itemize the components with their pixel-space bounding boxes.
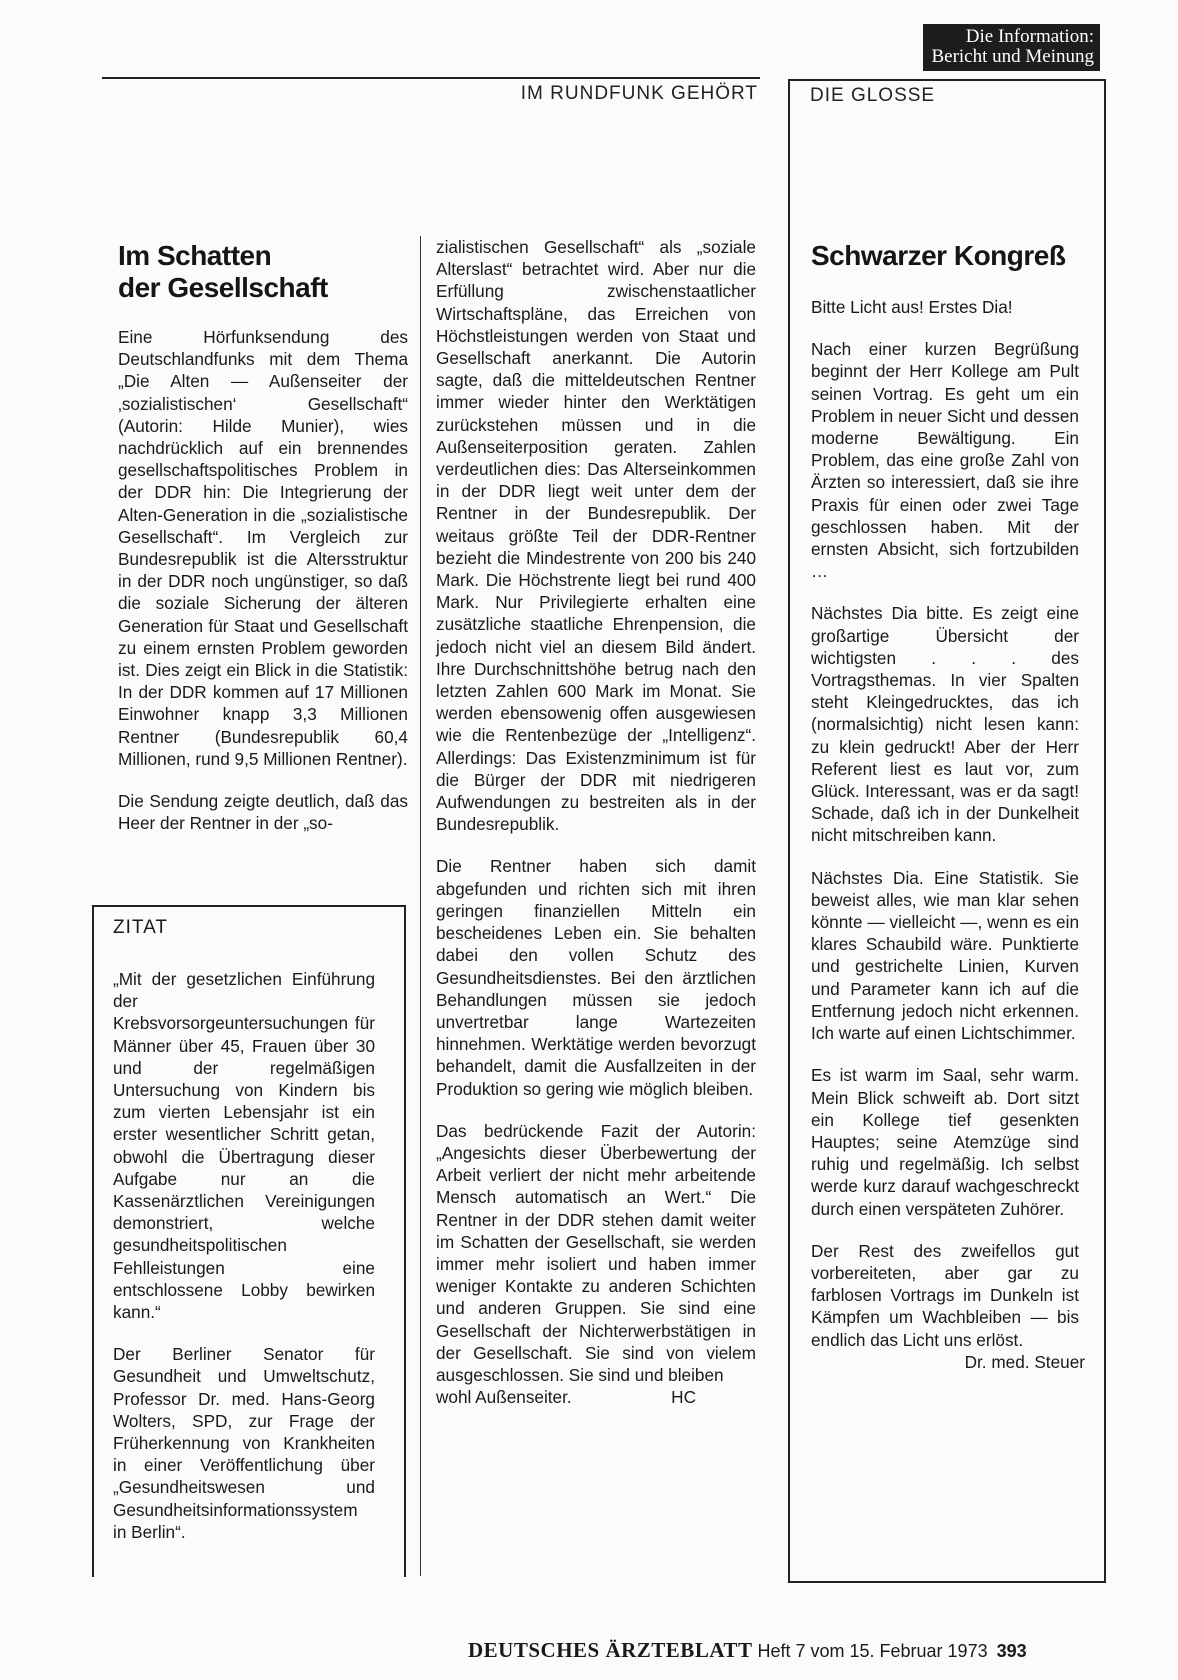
glosse-title: Schwarzer Kongreß bbox=[811, 240, 1066, 271]
glosse-paragraph: Nächstes Dia. Eine Statistik. Sie beweist alles, wie man klar sehen könnte — vielleicht —, wenn es ein klares Schaubild wäre. Punktierte und gestrichelte Linien, Kurven und Parameter kann ich auf die Entfernung jedoch nicht erkennen. Ich warte auf einen Lichtschimmer. bbox=[811, 867, 1079, 1044]
rubric-radio: IM RUNDFUNK GEHÖRT bbox=[520, 83, 758, 104]
zitat-text bbox=[113, 968, 375, 1563]
article-title bbox=[118, 240, 418, 304]
section-tag-line1: Die Information: bbox=[965, 26, 1094, 47]
zitat-label: ZITAT bbox=[113, 917, 168, 938]
glosse-author: Dr. med. Steuer bbox=[964, 1351, 1085, 1372]
zitat-quote: „Mit der gesetzlichen Einführung der Krebsvorsorgeuntersuchungen für Männer über 45, Frauen über 30 und der regelmäßigen Untersuchung von Kindern bis zum vierten Lebensjahr ist ein erster wesentlicher Schritt getan, obwohl die Übertragung dieser Aufgabe nur an die Kassenärztlichen Vereinigungen demonstriert, welche gesundheitspolitischen Fehlleistungen eine entschlossene Lobby bewirken kann.“ bbox=[113, 969, 375, 1323]
column-divider bbox=[420, 236, 421, 1576]
glosse-paragraph: Der Rest des zweifellos gut vorbereiteten, aber gar zu farblosen Vortrags im Dunkeln ist Kämpfen um Wachbleiben — bis endlich das Licht uns erlöst. bbox=[811, 1240, 1079, 1350]
article-title-line2: der Gesellschaft bbox=[118, 272, 328, 303]
issue-info: Heft 7 vom 15. Februar 1973 bbox=[757, 1641, 988, 1661]
page-number: 393 bbox=[996, 1641, 1027, 1661]
glosse-paragraph: Nach einer kurzen Begrüßung beginnt der Herr Kollege am Pult seinen Vortrag. Es geht um ein Problem in neuer Sicht und dessen moderne Bewältigung. Ein Problem, das eine große Zahl von Ärzten so interessiert, daß sie ihre Praxis für einen oder zwei Tage geschlossen haben. Mit der ernsten Absicht, sich fortzubilden … bbox=[811, 339, 1079, 582]
article-paragraph: zialistischen Gesellschaft“ als „soziale Alterslast“ betrachtet wird. Aber nur die Erfüllung zwischenstaatlicher Wirtschaftspläne, das Erreichen von Höchstleistungen werden von Staat und Gesellschaft anerkannt. Die Autorin sagte, daß die mitteldeutschen Rentner immer wieder hinter den Werktätigen zurückstehen müssen und in die Außenseiterposition geraten. Zahlen verdeutlichen dies: Das Alterseinkommen in der DDR liegt weit unter dem der Rentner in der Bundesrepublik. Der weitaus größte Teil der DDR-Rentner bezieht die Mindestrente von 200 bis 240 Mark. Die Höchstrente liegt bei rund 400 Mark. Nur Privilegierte erhalten eine zusätzliche staatliche Ehrenpension, die jedoch nicht viel an diesem Bild ändert. Ihre Durchschnittshöhe betrug nach den letzten Zahlen 600 Mark im Monat. Sie werden ebensowenig offen ausgewiesen wie die Rentenbezüge der „Intelligenz“. Allerdings: Das Existenzminimum ist für die Bürger der DDR mit niedrigeren Aufwendungen zu bestreiten als in der Bundesrepublik. bbox=[436, 237, 756, 835]
section-tag bbox=[923, 24, 1100, 71]
top-rule bbox=[102, 77, 760, 79]
article-paragraph: Die Rentner haben sich damit abgefunden und richten sich mit ihren geringen finanziellen Mitteln ein bescheidenes Leben ein. Sie behalten dabei den vollen Schutz des Gesundheitsdienstes. Bei den ärztlichen Behandlungen müssen sie jedoch unvertretbar lange Wartezeiten hinnehmen. Werktätige werden bevorzugt behandelt, damit die Ausfallzeiten in der Produktion so gering wie möglich bleiben. bbox=[436, 856, 756, 1099]
article-column-1 bbox=[118, 326, 408, 854]
article-paragraph: Eine Hörfunksendung des Deutschlandfunks mit dem Thema „Die Alten — Außenseiter der ‚sozialistischen‘ Gesellschaft“ (Autorin: Hilde Munier), wies nachdrücklich auf ein brennendes gesellschaftspolitisches Problem in der DDR hin: Die Integrierung der Alten-Generation in die „sozialistische Gesellschaft“. Im Vergleich zur Bundesrepublik ist die Altersstruktur in der DDR noch ungünstiger, so daß die soziale Sicherung der älteren Generation für Staat und Gesellschaft zu einem ernsten Problem geworden ist. Dies zeigt ein Blick in die Statistik: In der DDR kommen auf 17 Millionen Einwohner knapp 3,3 Millionen Rentner (Bundesrepublik 60,4 Millionen, rund 9,5 Millionen Rentner). bbox=[118, 327, 408, 769]
rubric-glosse: DIE GLOSSE bbox=[810, 85, 936, 106]
article-column-2 bbox=[436, 236, 756, 1408]
article-last-line: wohl Außenseiter. bbox=[436, 1387, 572, 1408]
glosse-paragraph: Bitte Licht aus! Erstes Dia! bbox=[811, 297, 1013, 317]
page-footer bbox=[468, 1638, 1027, 1663]
section-tag-line2: Bericht und Meinung bbox=[931, 46, 1094, 67]
glosse-paragraph: Es ist warm im Saal, sehr warm. Mein Blick schweift ab. Dort sitzt ein Kollege tief gesenkten Hauptes; seine Atemzüge sind ruhig und regelmäßig. Ich selbst werde kurz darauf wachgeschreckt durch einen verspäteten Zuhörer. bbox=[811, 1065, 1079, 1219]
glosse-column bbox=[811, 296, 1085, 1373]
glosse-paragraph: Nächstes Dia bitte. Es zeigt eine großartige Übersicht der wichtigsten . . . des Vortragsthemas. In vier Spalten steht Kleingedrucktes, das ich (normalsichtig) nicht lesen kann: zu klein gedruckt! Aber der Herr Referent liest es laut vor, zum Glück. Interessant, was er da sagt! Schade, daß ich in der Dunkelheit nicht mitschreiben kann. bbox=[811, 603, 1079, 846]
article-paragraph: Das bedrückende Fazit der Autorin: „Angesichts dieser Überbewertung der Arbeit verliert der nicht mehr arbeitende Mensch automatisch an Wert.“ Die Rentner in der DDR stehen damit weiter im Schatten der Gesellschaft, sie werden immer mehr isoliert und haben immer weniger Kontakte zu anderen Schichten und anderen Gruppen. Sie sind eine Gesellschaft der Nichterwerbstätigen in der Gesellschaft. Sie sind von vielem ausgeschlossen. Sie sind und bleiben bbox=[436, 1120, 756, 1385]
journal-name: DEUTSCHES ÄRZTEBLATT bbox=[468, 1638, 753, 1662]
article-signature-line bbox=[436, 1386, 756, 1408]
article-paragraph: Die Sendung zeigte deutlich, daß das Heer der Rentner in der „so- bbox=[118, 791, 408, 834]
article-title-line1: Im Schatten bbox=[118, 240, 272, 271]
article-author: HC bbox=[671, 1387, 696, 1408]
zitat-source: Der Berliner Senator für Gesundheit und Umweltschutz, Professor Dr. med. Hans-Georg Wolters, SPD, zur Frage der Früherkennung von Krankheiten in einer Veröffentlichung über „Gesundheitswesen und Gesundheitsinformationssystem in Berlin“. bbox=[113, 1344, 375, 1542]
